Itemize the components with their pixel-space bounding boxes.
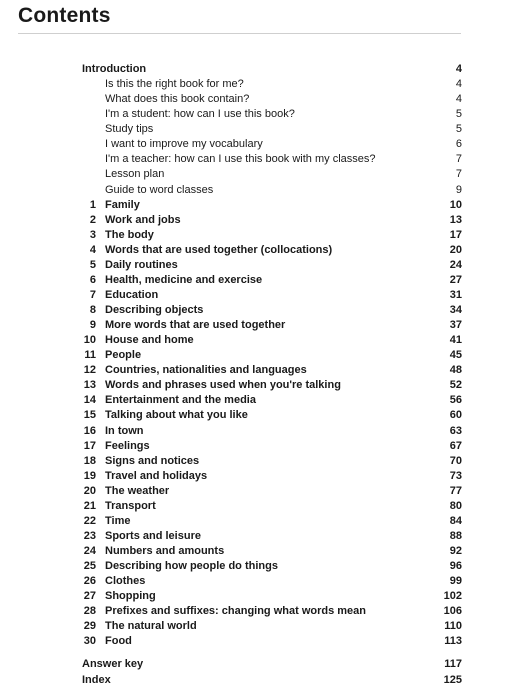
- toc-entry-label: Lesson plan: [105, 168, 165, 181]
- toc-entry-number: 12: [83, 364, 96, 377]
- toc-entry-label: Describing objects: [105, 304, 204, 316]
- toc-entry-label: The body: [105, 228, 154, 241]
- toc-entry-label: Is this the right book for me?: [105, 78, 244, 91]
- toc-entry-page: 125: [443, 673, 462, 686]
- toc-subentry[interactable]: [0, 107, 513, 122]
- toc-entry-page: 4: [455, 78, 462, 91]
- toc-entry-number: 25: [83, 560, 96, 573]
- toc-entry-page: 24: [449, 258, 462, 271]
- toc-unit-entry[interactable]: [0, 574, 513, 589]
- toc-entry-page: 80: [449, 499, 462, 512]
- toc-entry-number: 15: [83, 409, 96, 422]
- toc-unit-entry[interactable]: [0, 469, 513, 484]
- toc-entry-label: More words that are used together: [105, 319, 286, 332]
- toc-unit-entry[interactable]: [0, 348, 513, 363]
- toc-entry-page: 84: [449, 514, 462, 527]
- toc-entry-label: Family: [105, 198, 140, 211]
- toc-entry-label: Words that are used together (collocations): [105, 243, 333, 256]
- toc-unit-entry[interactable]: [0, 408, 513, 423]
- toc-back-matter-entry[interactable]: [0, 657, 513, 672]
- unit-entries: [0, 198, 513, 650]
- toc-entry-number: 13: [83, 379, 96, 392]
- toc-entry-label: Sports and leisure: [105, 529, 201, 542]
- toc-entry-number: 9: [89, 319, 96, 332]
- toc-unit-entry[interactable]: [0, 228, 513, 243]
- toc-subentry[interactable]: [0, 137, 513, 152]
- toc-unit-entry[interactable]: [0, 243, 513, 258]
- toc-entry-label: Health, medicine and exercise: [105, 273, 263, 286]
- toc-entry-label: In town: [105, 424, 144, 437]
- toc-entry-page: 4: [455, 63, 462, 75]
- toc-entry-number: 7: [89, 288, 96, 301]
- toc-subentry[interactable]: [0, 122, 513, 137]
- toc-entry-label: Guide to word classes: [105, 183, 214, 196]
- toc-entry-label: House and home: [105, 334, 194, 347]
- toc-entry-page: 9: [455, 183, 462, 196]
- toc-entry-page: 113: [444, 635, 462, 648]
- toc-entry-label: Feelings: [105, 439, 150, 452]
- toc-entry-label: Daily routines: [105, 258, 178, 271]
- toc-entry-page: 92: [449, 545, 462, 557]
- back-matter-entries: [0, 657, 513, 687]
- toc-unit-entry[interactable]: [0, 303, 513, 318]
- toc-entry-label: Describing how people do things: [105, 560, 278, 573]
- toc-entry-label: Food: [105, 635, 132, 648]
- toc-entry-label: Index: [82, 673, 111, 686]
- toc-unit-entry[interactable]: [0, 634, 513, 649]
- toc-entry-number: 4: [89, 243, 96, 256]
- toc-entry-label: Work and jobs: [105, 213, 181, 226]
- toc-entry-page: 96: [449, 560, 462, 573]
- toc-entry-label: Clothes: [105, 575, 146, 588]
- toc-entry-page: 5: [455, 123, 462, 136]
- toc-unit-entry[interactable]: [0, 424, 513, 439]
- toc-unit-entry[interactable]: [0, 544, 513, 559]
- toc-unit-entry[interactable]: [0, 559, 513, 574]
- toc-entry-page: 60: [449, 409, 462, 422]
- toc-entry-number: 14: [83, 394, 96, 407]
- section-gap: [0, 649, 513, 657]
- toc-entry-label: Entertainment and the media: [105, 394, 256, 407]
- toc-entry-number: 5: [89, 258, 96, 271]
- toc-entry-number: 11: [84, 349, 96, 362]
- toc-unit-entry[interactable]: [0, 393, 513, 408]
- toc-entry-page: 6: [455, 138, 462, 151]
- toc-entry-number: 16: [83, 424, 96, 437]
- toc-entry-page: 13: [449, 213, 462, 226]
- toc-unit-entry[interactable]: [0, 378, 513, 393]
- introduction-subentries: [0, 77, 513, 198]
- toc-entry-page: 67: [449, 439, 462, 452]
- toc-back-matter-entry[interactable]: [0, 673, 513, 688]
- toc-entry-page: 63: [449, 424, 462, 437]
- toc-unit-entry[interactable]: [0, 288, 513, 303]
- toc-subentry[interactable]: [0, 183, 513, 198]
- toc-entry-number: 21: [83, 499, 96, 512]
- toc-entry-label: The weather: [105, 484, 170, 497]
- toc-unit-entry[interactable]: [0, 484, 513, 499]
- toc-entry-page: 10: [449, 198, 462, 211]
- toc-entry-number: 22: [83, 514, 96, 527]
- toc-entry-number: 1: [89, 198, 96, 211]
- toc-entry-page: 110: [444, 620, 462, 633]
- toc-entry-label: Study tips: [105, 123, 154, 136]
- toc-entry-page: 34: [449, 304, 462, 316]
- toc-unit-entry[interactable]: [0, 273, 513, 288]
- toc-entry-label: Prefixes and suffixes: changing what words mean: [105, 605, 367, 618]
- toc-entry-number: 17: [83, 439, 96, 452]
- toc-entry-page: 27: [449, 273, 462, 286]
- toc-unit-entry[interactable]: [0, 213, 513, 228]
- toc-entry-page: 4: [455, 93, 462, 106]
- toc-unit-entry[interactable]: [0, 499, 513, 514]
- toc-entry-number: 18: [83, 454, 96, 467]
- title-divider: [18, 33, 461, 34]
- toc-entry-page: 73: [449, 469, 462, 482]
- toc-unit-entry[interactable]: [0, 258, 513, 273]
- toc-entry-label: Shopping: [105, 590, 156, 603]
- toc-entry-label: Talking about what you like: [105, 409, 248, 422]
- toc-entry-page: 102: [443, 590, 462, 603]
- toc-entry-number: 20: [83, 484, 96, 497]
- toc-entry-page: 17: [449, 228, 462, 241]
- toc-entry-label: The natural world: [105, 620, 197, 633]
- toc-entry-introduction[interactable]: [0, 62, 513, 77]
- toc-entry-label: Words and phrases used when you're talking: [105, 379, 341, 392]
- toc-entry-label: I want to improve my vocabulary: [105, 138, 263, 151]
- toc-unit-entry[interactable]: [0, 333, 513, 348]
- toc-entry-number: 24: [83, 545, 96, 557]
- toc-entry-number: 30: [83, 635, 96, 648]
- toc-entry-page: 70: [449, 454, 462, 467]
- toc-entry-label: I'm a teacher: how can I use this book with my classes?: [105, 153, 376, 166]
- table-of-contents: [0, 62, 513, 688]
- toc-unit-entry[interactable]: [0, 529, 513, 544]
- toc-entry-page: 52: [449, 379, 462, 392]
- toc-entry-label: Countries, nationalities and languages: [105, 364, 307, 377]
- toc-entry-page: 77: [449, 484, 462, 497]
- toc-entry-number: 3: [89, 228, 96, 241]
- toc-unit-entry[interactable]: [0, 363, 513, 378]
- toc-entry-number: 6: [89, 273, 96, 286]
- toc-entry-number: 8: [89, 304, 96, 316]
- toc-entry-label: Education: [105, 288, 159, 301]
- toc-entry-label: Numbers and amounts: [105, 545, 225, 557]
- toc-entry-page: 5: [455, 108, 462, 121]
- toc-entry-page: 37: [449, 319, 462, 332]
- toc-entry-label: Transport: [105, 499, 156, 512]
- toc-unit-entry[interactable]: [0, 198, 513, 213]
- toc-unit-entry[interactable]: [0, 619, 513, 634]
- toc-entry-number: 26: [83, 575, 96, 588]
- toc-entry-number: 28: [83, 605, 96, 618]
- toc-subentry[interactable]: [0, 92, 513, 107]
- toc-entry-number: 10: [83, 334, 96, 347]
- toc-subentry[interactable]: [0, 152, 513, 167]
- toc-entry-page: 31: [449, 288, 462, 301]
- toc-unit-entry[interactable]: [0, 318, 513, 333]
- toc-subentry[interactable]: [0, 77, 513, 92]
- toc-entry-page: 56: [449, 394, 462, 407]
- toc-entry-label: I'm a student: how can I use this book?: [105, 108, 295, 121]
- toc-entry-page: 45: [449, 349, 462, 362]
- toc-unit-entry[interactable]: [0, 454, 513, 469]
- toc-entry-number: 27: [83, 590, 96, 603]
- toc-entry-page: 7: [455, 153, 462, 166]
- page-title: Contents: [18, 4, 111, 27]
- toc-unit-entry[interactable]: [0, 589, 513, 604]
- toc-entry-page: 48: [449, 364, 462, 377]
- toc-entry-number: 29: [83, 620, 96, 633]
- toc-entry-label: Time: [105, 514, 131, 527]
- toc-entry-number: 23: [83, 529, 96, 542]
- toc-entry-label: Answer key: [82, 658, 144, 671]
- toc-unit-entry[interactable]: [0, 514, 513, 529]
- toc-unit-entry[interactable]: [0, 604, 513, 619]
- toc-entry-page: 41: [449, 334, 462, 347]
- toc-entry-label: Introduction: [82, 63, 147, 75]
- toc-subentry[interactable]: [0, 167, 513, 182]
- toc-entry-page: 20: [449, 243, 462, 256]
- toc-entry-number: 19: [83, 469, 96, 482]
- toc-entry-page: 99: [449, 575, 462, 588]
- toc-entry-page: 117: [444, 658, 462, 671]
- toc-entry-label: Travel and holidays: [105, 469, 208, 482]
- toc-entry-page: 7: [455, 168, 462, 181]
- toc-unit-entry[interactable]: [0, 439, 513, 454]
- toc-entry-label: What does this book contain?: [105, 93, 250, 106]
- toc-entry-label: People: [105, 349, 142, 362]
- toc-entry-label: Signs and notices: [105, 454, 200, 467]
- toc-entry-page: 106: [443, 605, 462, 618]
- toc-entry-number: 2: [89, 213, 96, 226]
- toc-entry-page: 88: [449, 529, 462, 542]
